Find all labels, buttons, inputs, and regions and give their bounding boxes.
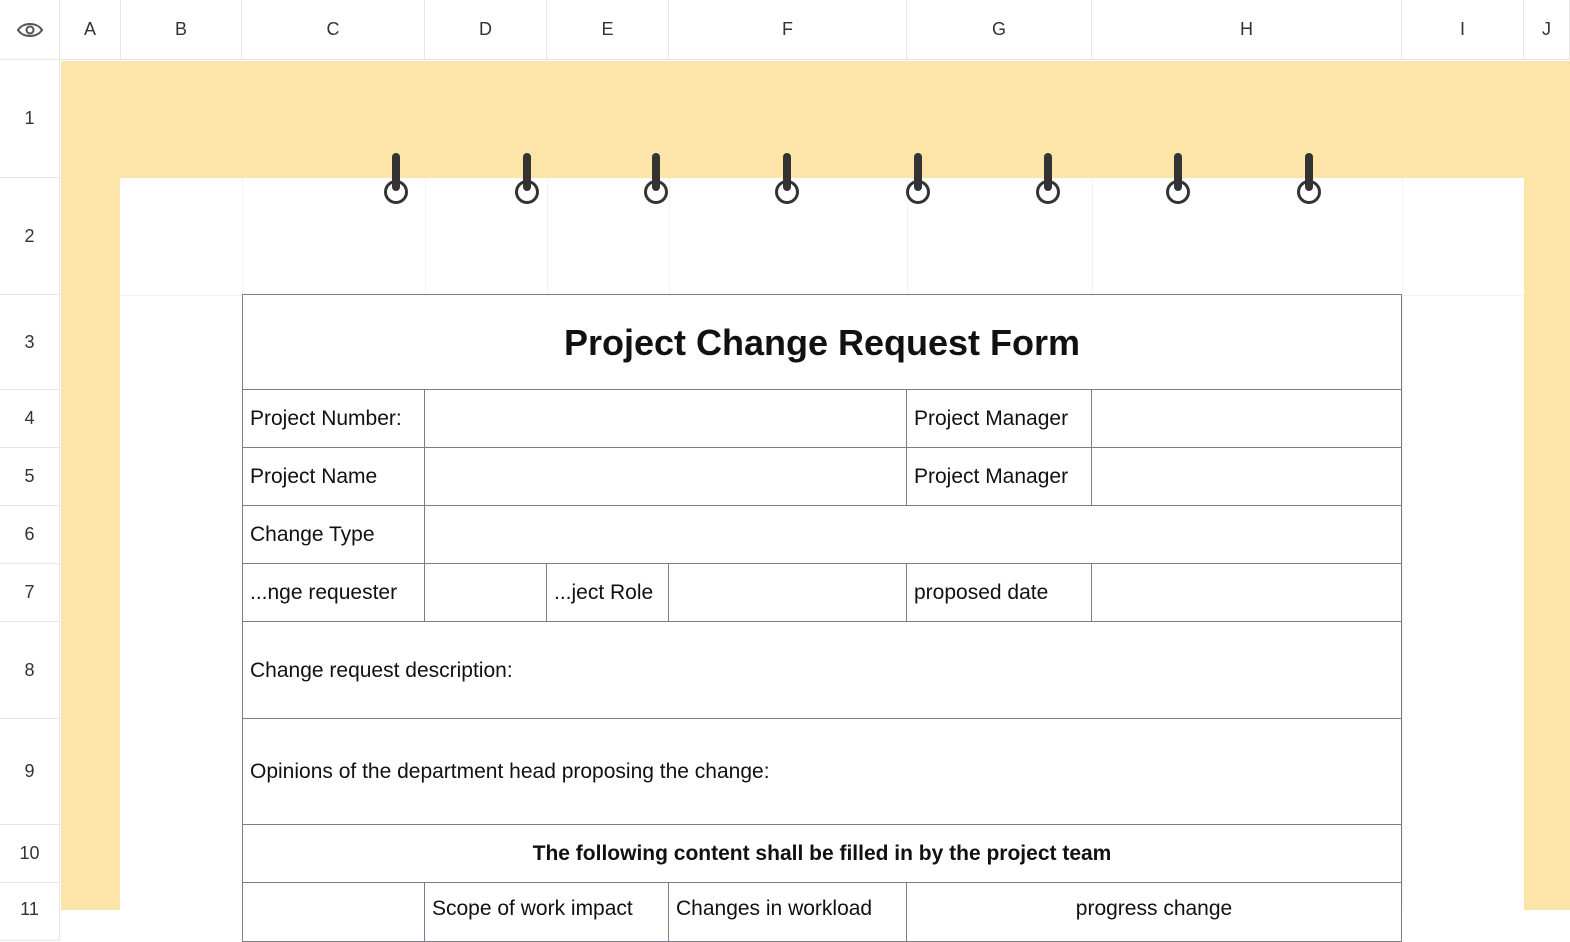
binder-ring-icon bbox=[1297, 153, 1321, 207]
row-header-8[interactable]: 8 bbox=[0, 622, 60, 719]
project-role-value[interactable] bbox=[668, 563, 908, 623]
grid-line bbox=[1402, 178, 1403, 910]
department-head-opinion-field[interactable]: Opinions of the department head proposing the change: bbox=[242, 718, 1402, 826]
project-role-label[interactable]: ...ject Role bbox=[546, 563, 670, 623]
row-header-10[interactable]: 10 bbox=[0, 825, 60, 883]
project-manager-label-1[interactable]: Project Manager bbox=[906, 389, 1093, 449]
column-header-c[interactable]: C bbox=[242, 0, 425, 60]
column-header-h[interactable]: H bbox=[1092, 0, 1402, 60]
scope-impact-label[interactable]: Scope of work impact bbox=[424, 882, 670, 942]
binder-ring-icon bbox=[384, 153, 408, 207]
row-header-5[interactable]: 5 bbox=[0, 448, 60, 506]
column-header-j[interactable]: J bbox=[1524, 0, 1570, 60]
header-corner[interactable] bbox=[0, 0, 60, 60]
eye-icon[interactable] bbox=[16, 21, 44, 39]
column-header-a[interactable]: A bbox=[60, 0, 121, 60]
notebook-frame-left bbox=[61, 178, 120, 910]
binder-ring-icon bbox=[1036, 153, 1060, 207]
project-name-value[interactable] bbox=[424, 447, 908, 507]
project-manager-label-2[interactable]: Project Manager bbox=[906, 447, 1093, 507]
proposed-date-label[interactable]: proposed date bbox=[906, 563, 1093, 623]
row-header-11[interactable]: 11 bbox=[0, 883, 60, 941]
column-header-e[interactable]: E bbox=[547, 0, 669, 60]
project-number-label[interactable]: Project Number: bbox=[242, 389, 426, 449]
binder-ring-icon bbox=[515, 153, 539, 207]
column-header-d[interactable]: D bbox=[425, 0, 547, 60]
column-header-b[interactable]: B bbox=[121, 0, 242, 60]
row-header-3[interactable]: 3 bbox=[0, 295, 60, 390]
binder-ring-icon bbox=[906, 153, 930, 207]
binder-ring-icon bbox=[775, 153, 799, 207]
row-header-7[interactable]: 7 bbox=[0, 564, 60, 622]
project-name-label[interactable]: Project Name bbox=[242, 447, 426, 507]
progress-change-label[interactable]: progress change bbox=[906, 882, 1402, 942]
binder-ring-icon bbox=[1166, 153, 1190, 207]
proposed-date-value[interactable] bbox=[1091, 563, 1402, 623]
change-requester-value[interactable] bbox=[424, 563, 548, 623]
binder-ring-icon bbox=[644, 153, 668, 207]
notebook-frame-right bbox=[1524, 178, 1570, 910]
project-manager-value-1[interactable] bbox=[1091, 389, 1402, 449]
project-number-value[interactable] bbox=[424, 389, 908, 449]
row-header-6[interactable]: 6 bbox=[0, 506, 60, 564]
notebook-frame-top bbox=[61, 61, 1570, 178]
row-header-9[interactable]: 9 bbox=[0, 719, 60, 825]
column-header-f[interactable]: F bbox=[669, 0, 907, 60]
column-header-i[interactable]: I bbox=[1402, 0, 1524, 60]
change-requester-label[interactable]: ...nge requester bbox=[242, 563, 426, 623]
project-manager-value-2[interactable] bbox=[1091, 447, 1402, 507]
change-type-value[interactable] bbox=[424, 505, 1402, 565]
project-team-section-note[interactable]: The following content shall be filled in by the project team bbox=[242, 824, 1402, 884]
change-description-field[interactable]: Change request description: bbox=[242, 621, 1402, 720]
row-header-2[interactable]: 2 bbox=[0, 178, 60, 295]
row-header-1[interactable]: 1 bbox=[0, 60, 60, 178]
row-header-4[interactable]: 4 bbox=[0, 390, 60, 448]
column-header-g[interactable]: G bbox=[907, 0, 1092, 60]
workload-changes-label[interactable]: Changes in workload bbox=[668, 882, 908, 942]
change-type-label[interactable]: Change Type bbox=[242, 505, 426, 565]
row-11-blank-cell[interactable] bbox=[242, 882, 426, 942]
form-title[interactable]: Project Change Request Form bbox=[242, 294, 1402, 391]
